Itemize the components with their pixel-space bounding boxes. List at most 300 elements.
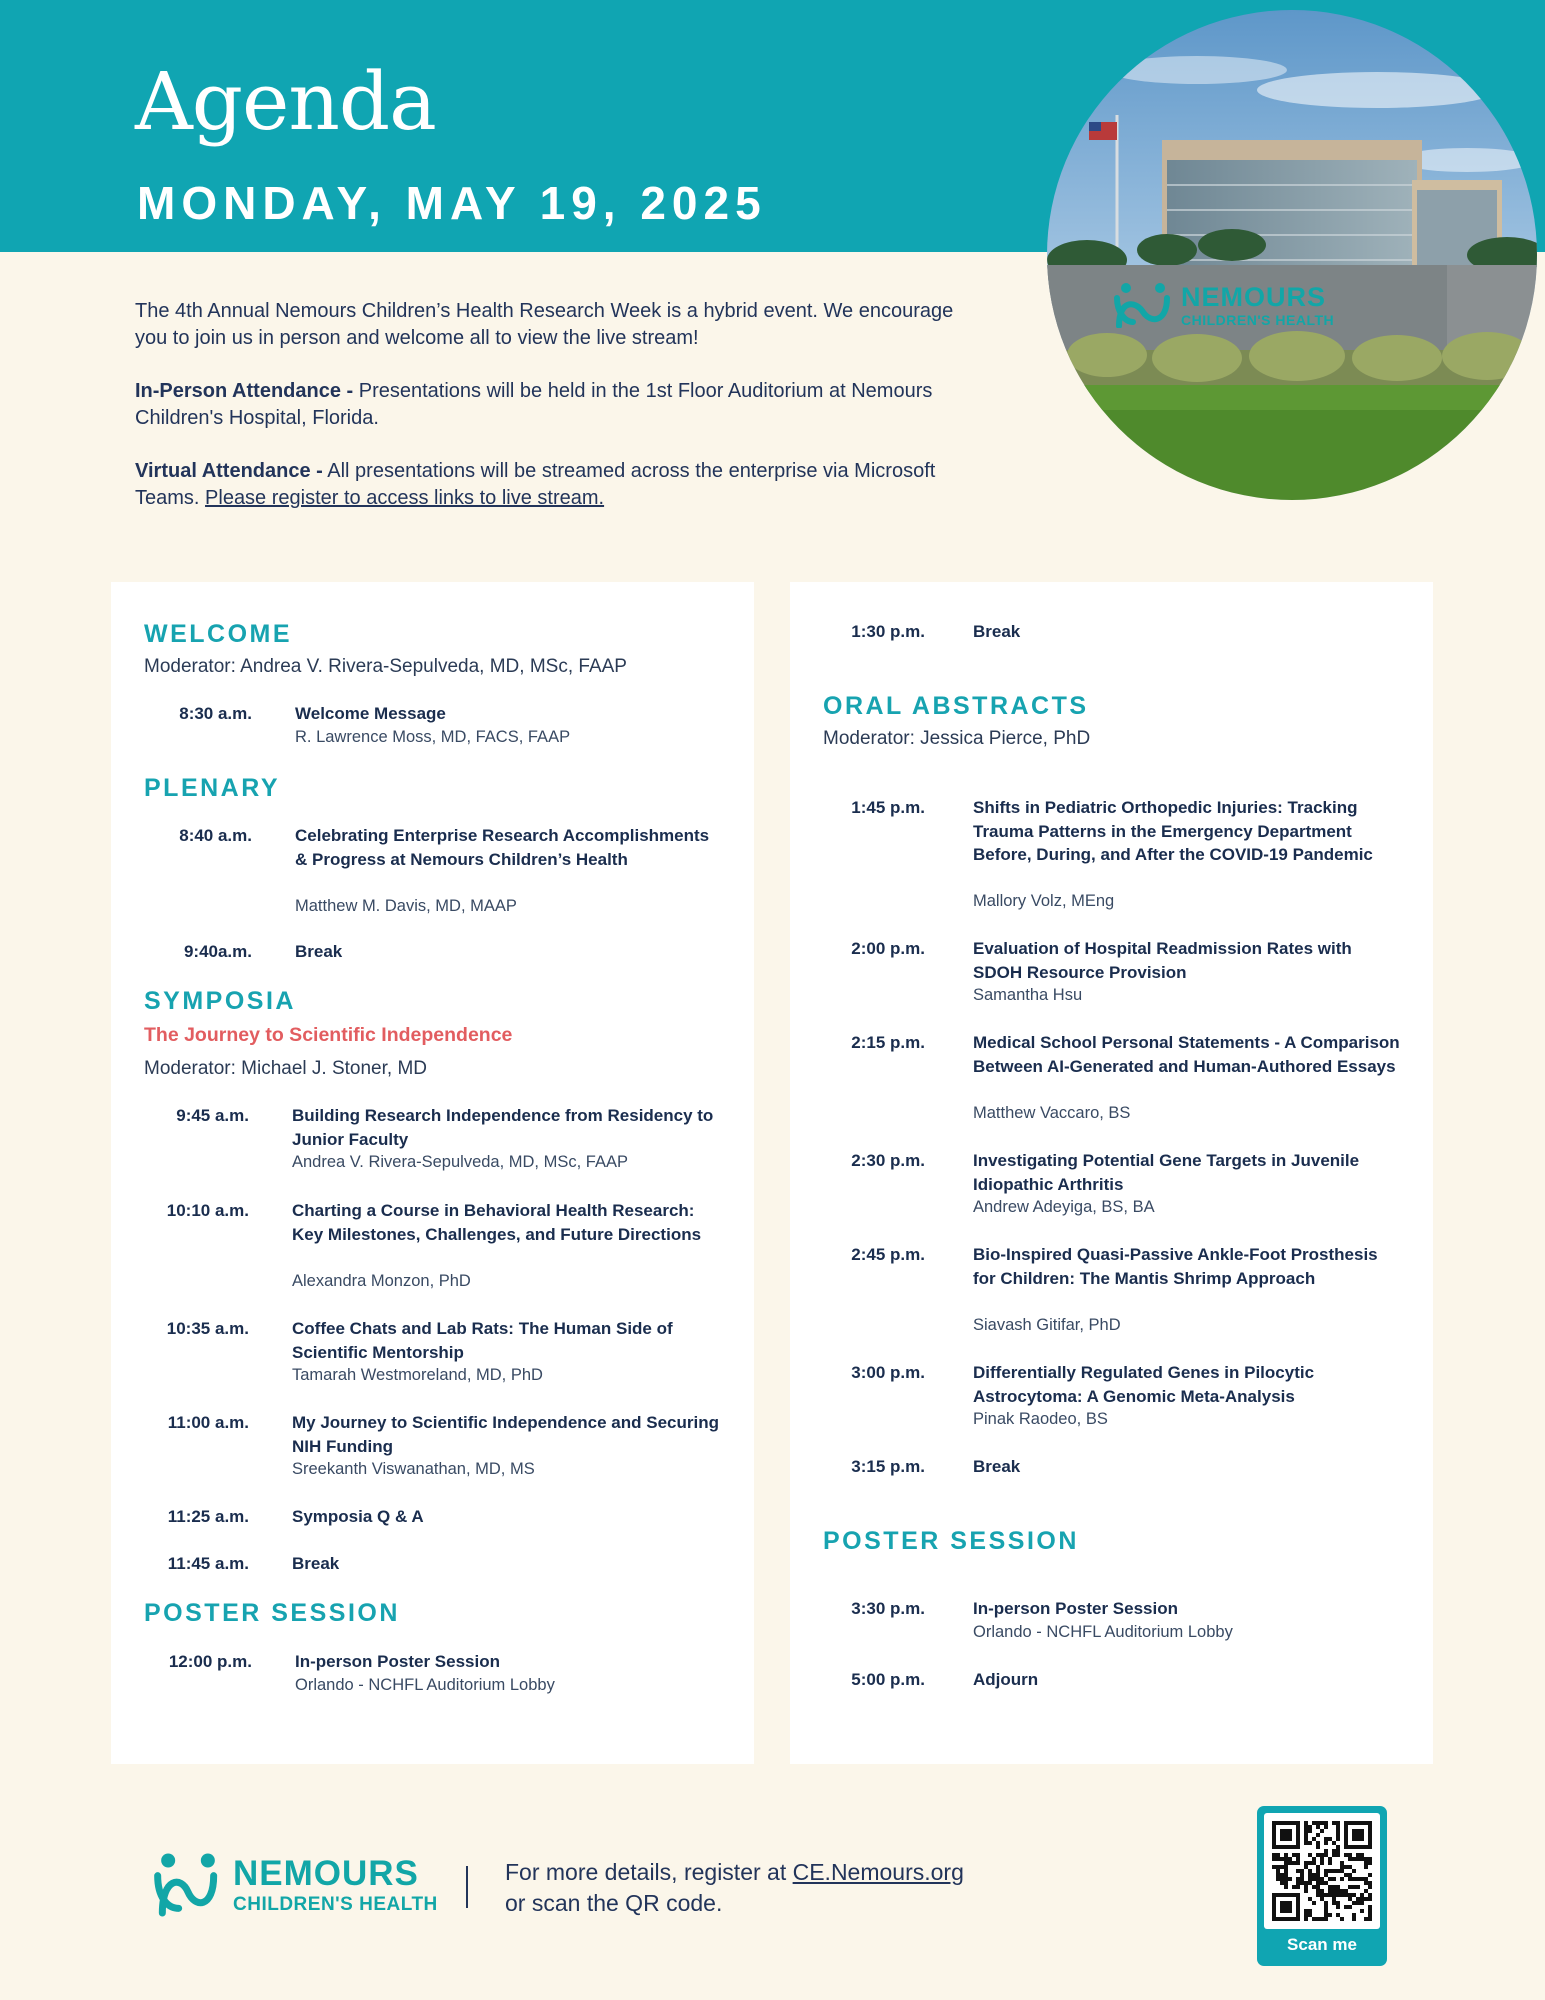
- item-time: 1:45 p.m.: [851, 798, 925, 817]
- sign-logo: [1113, 282, 1334, 328]
- qr-module: [1368, 1893, 1372, 1897]
- qr-module: [1276, 1853, 1280, 1857]
- qr-module: [1336, 1825, 1340, 1829]
- qr-module: [1316, 1885, 1320, 1889]
- qr-module: [1324, 1821, 1328, 1825]
- qr-module: [1344, 1893, 1348, 1897]
- qr-label: Scan me: [1287, 1935, 1357, 1954]
- qr-module: [1296, 1877, 1300, 1881]
- qr-module: [1304, 1885, 1308, 1889]
- qr-module: [1328, 1889, 1332, 1893]
- qr-module: [1328, 1885, 1332, 1889]
- item-speaker: Orlando - NCHFL Auditorium Lobby: [973, 1622, 1233, 1641]
- qr-module: [1348, 1897, 1352, 1901]
- qr-module: [1344, 1853, 1348, 1857]
- qr-module: [1304, 1889, 1308, 1893]
- section-heading-poster: POSTER SESSION: [144, 1599, 400, 1627]
- qr-module: [1356, 1853, 1360, 1857]
- qr-module: [1312, 1901, 1316, 1905]
- qr-module: [1316, 1889, 1320, 1893]
- item-time: 5:00 p.m.: [851, 1670, 925, 1689]
- qr-module: [1356, 1901, 1360, 1905]
- item-time: 2:00 p.m.: [851, 939, 925, 958]
- agenda-card-afternoon: [790, 582, 1433, 1764]
- item-time: 10:35 a.m.: [166, 1319, 249, 1338]
- item-title: Medical School Personal Statements - A Comparison Between AI-Generated and Human-Authored Essays: [973, 1033, 1400, 1076]
- qr-module: [1324, 1853, 1328, 1857]
- qr-module: [1352, 1877, 1356, 1881]
- qr-module: [1296, 1881, 1300, 1885]
- qr-module: [1332, 1849, 1336, 1853]
- item-speaker: Matthew Vaccaro, BS: [973, 1103, 1131, 1122]
- qr-module: [1296, 1885, 1300, 1889]
- in-person-label: In-Person Attendance -: [135, 380, 354, 402]
- qr-module: [1308, 1897, 1312, 1901]
- item-speaker: Samantha Hsu: [973, 986, 1083, 1004]
- qr-module: [1276, 1865, 1280, 1869]
- item-speaker: Alexandra Monzon, PhD: [292, 1271, 471, 1290]
- qr-module: [1300, 1877, 1304, 1881]
- qr-module: [1280, 1857, 1284, 1861]
- qr-module: [1304, 1861, 1308, 1865]
- sign-brand: NEMOURS: [1181, 281, 1327, 312]
- qr-module: [1300, 1869, 1304, 1873]
- qr-module: [1308, 1909, 1312, 1913]
- item-time: 8:40 a.m.: [179, 826, 252, 845]
- item-title: Investigating Potential Gene Targets in Juvenile Idiopathic Arthritis: [973, 1151, 1360, 1194]
- qr-module: [1352, 1869, 1356, 1873]
- in-person-paragraph: [135, 378, 975, 432]
- virtual-label: Virtual Attendance -: [135, 460, 323, 482]
- qr-module: [1272, 1865, 1276, 1869]
- event-date: MONDAY, MAY 19, 2025: [137, 177, 767, 229]
- qr-module: [1304, 1837, 1308, 1841]
- qr-module: [1324, 1881, 1328, 1885]
- hospital-photo: [1047, 10, 1537, 500]
- qr-module: [1364, 1881, 1368, 1885]
- item-speaker: R. Lawrence Moss, MD, FACS, FAAP: [295, 727, 571, 746]
- qr-module: [1300, 1873, 1304, 1877]
- qr-module: [1308, 1829, 1312, 1833]
- qr-module: [1320, 1857, 1324, 1861]
- section-heading-plenary: PLENARY: [144, 774, 281, 802]
- qr-module: [1336, 1821, 1340, 1825]
- qr-module: [1280, 1829, 1292, 1841]
- qr-module: [1328, 1869, 1332, 1873]
- qr-module: [1368, 1873, 1372, 1877]
- qr-module: [1304, 1913, 1308, 1917]
- qr-module: [1312, 1861, 1316, 1865]
- qr-module: [1364, 1865, 1368, 1869]
- qr-module: [1284, 1877, 1288, 1881]
- qr-module: [1368, 1857, 1372, 1861]
- moderator-symposia: Moderator: Michael J. Stoner, MD: [144, 1058, 427, 1079]
- qr-module: [1316, 1917, 1320, 1921]
- qr-module: [1284, 1873, 1288, 1877]
- qr-module: [1292, 1861, 1296, 1865]
- item-time: 12:00 p.m.: [168, 1652, 252, 1671]
- qr-module: [1336, 1853, 1340, 1857]
- qr-module: [1308, 1869, 1312, 1873]
- qr-module: [1308, 1825, 1312, 1829]
- qr-module: [1304, 1829, 1308, 1833]
- qr-module: [1312, 1885, 1316, 1889]
- qr-module: [1288, 1877, 1292, 1881]
- qr-module: [1336, 1837, 1340, 1841]
- qr-module: [1340, 1869, 1344, 1873]
- register-link[interactable]: Please register to access links to live stream.: [205, 487, 605, 509]
- qr-module: [1352, 1893, 1356, 1897]
- qr-module: [1368, 1897, 1372, 1901]
- qr-module: [1368, 1909, 1372, 1913]
- item-speaker: Orlando - NCHFL Auditorium Lobby: [295, 1675, 555, 1694]
- qr-module: [1320, 1893, 1324, 1897]
- sign-subbrand: CHILDREN'S HEALTH: [1181, 311, 1335, 328]
- qr-module: [1340, 1865, 1344, 1869]
- qr-module: [1280, 1877, 1284, 1881]
- item-title: My Journey to Scientific Independence and Securing NIH Funding: [292, 1413, 719, 1456]
- qr-module: [1304, 1881, 1308, 1885]
- qr-module: [1344, 1873, 1348, 1877]
- qr-module: [1352, 1829, 1364, 1841]
- qr-code-icon: [1264, 1813, 1380, 1929]
- qr-module: [1340, 1861, 1344, 1865]
- qr-module: [1324, 1869, 1328, 1873]
- qr-module: [1332, 1893, 1336, 1897]
- qr-module: [1304, 1841, 1308, 1845]
- qr-code-box[interactable]: [1257, 1806, 1387, 1966]
- qr-module: [1276, 1873, 1280, 1877]
- item-time: 9:45 a.m.: [176, 1106, 249, 1125]
- item-time: 8:30 a.m.: [179, 704, 252, 723]
- qr-module: [1308, 1861, 1312, 1865]
- qr-module: [1308, 1841, 1312, 1845]
- qr-module: [1364, 1877, 1368, 1881]
- intro: [135, 298, 975, 538]
- qr-module: [1292, 1853, 1296, 1857]
- qr-module: [1308, 1881, 1312, 1885]
- qr-module: [1356, 1877, 1360, 1881]
- qr-module: [1292, 1885, 1296, 1889]
- footer-text-before: For more details, register at: [505, 1859, 793, 1885]
- qr-module: [1348, 1885, 1352, 1889]
- qr-module: [1272, 1857, 1276, 1861]
- qr-module: [1316, 1873, 1320, 1877]
- qr-module: [1328, 1877, 1332, 1881]
- qr-module: [1368, 1905, 1372, 1909]
- qr-module: [1360, 1893, 1364, 1897]
- item-title: Welcome Message: [295, 704, 446, 723]
- qr-module: [1336, 1829, 1340, 1833]
- item-title: In-person Poster Session: [295, 1652, 500, 1671]
- item-speaker: Pinak Raodeo, BS: [973, 1410, 1108, 1428]
- symposia-subtitle: The Journey to Scientific Independence: [144, 1024, 513, 1046]
- footer-logo: [153, 1852, 438, 1918]
- qr-module: [1316, 1841, 1320, 1845]
- qr-module: [1352, 1885, 1356, 1889]
- qr-module: [1328, 1893, 1332, 1897]
- ce-nemours-link[interactable]: CE.Nemours.org: [792, 1859, 964, 1885]
- qr-module: [1316, 1893, 1320, 1897]
- qr-module: [1284, 1861, 1288, 1865]
- item-speaker: Andrea V. Rivera-Sepulveda, MD, MSc, FAAP: [292, 1153, 628, 1171]
- qr-module: [1320, 1889, 1324, 1893]
- footer-divider: [466, 1866, 468, 1908]
- page-title: Agenda: [135, 55, 436, 148]
- qr-module: [1332, 1901, 1336, 1905]
- qr-module: [1368, 1885, 1372, 1889]
- item-speaker: Tamarah Westmoreland, MD, PhD: [292, 1366, 543, 1384]
- item-title: In-person Poster Session: [973, 1599, 1178, 1618]
- qr-module: [1280, 1881, 1284, 1885]
- qr-module: [1312, 1857, 1316, 1861]
- qr-module: [1288, 1861, 1292, 1865]
- qr-module: [1280, 1873, 1284, 1877]
- qr-module: [1296, 1869, 1300, 1873]
- qr-module: [1352, 1917, 1356, 1921]
- qr-module: [1324, 1901, 1328, 1905]
- qr-module: [1336, 1845, 1340, 1849]
- qr-module: [1316, 1877, 1320, 1881]
- qr-module: [1316, 1865, 1320, 1869]
- qr-module: [1364, 1917, 1368, 1921]
- qr-module: [1284, 1869, 1288, 1873]
- qr-module: [1320, 1881, 1324, 1885]
- qr-module: [1284, 1865, 1288, 1869]
- footer-text: [505, 1857, 964, 1919]
- qr-module: [1284, 1881, 1288, 1885]
- qr-module: [1344, 1865, 1348, 1869]
- item-time: 9:40a.m.: [183, 942, 252, 961]
- item-time: 11:00 a.m.: [167, 1413, 249, 1432]
- qr-module: [1360, 1853, 1364, 1857]
- qr-module: [1340, 1877, 1344, 1881]
- item-title: Shifts in Pediatric Orthopedic Injuries: Tracking Trauma Patterns in the Emergency Department Before, During, and After the COVID-19 Pandemic: [973, 798, 1373, 864]
- qr-module: [1332, 1889, 1336, 1893]
- qr-module: [1340, 1917, 1344, 1921]
- qr-module: [1348, 1877, 1352, 1881]
- qr-module: [1284, 1885, 1288, 1889]
- virtual-text: All presentations will be streamed across the enterprise via Microsoft Teams.: [135, 460, 936, 509]
- item-title: Differentially Regulated Genes in Pilocytic Astrocytoma: A Genomic Meta-Analysis: [973, 1363, 1315, 1406]
- item-title: Charting a Course in Behavioral Health Research: Key Milestones, Challenges, and Future Directions: [292, 1201, 702, 1244]
- qr-module: [1360, 1857, 1364, 1861]
- qr-module: [1364, 1889, 1368, 1893]
- qr-module: [1320, 1897, 1324, 1901]
- nemours-mark-icon: [153, 1852, 223, 1918]
- qr-module: [1320, 1829, 1324, 1833]
- qr-module: [1280, 1901, 1292, 1913]
- qr-module: [1316, 1869, 1320, 1873]
- item-title: Building Research Independence from Residency to Junior Faculty: [292, 1106, 714, 1149]
- qr-module: [1308, 1873, 1312, 1877]
- qr-module: [1304, 1917, 1308, 1921]
- item-speaker: Siavash Gitifar, PhD: [973, 1315, 1121, 1334]
- qr-module: [1316, 1845, 1320, 1849]
- qr-module: [1324, 1849, 1328, 1853]
- qr-module: [1276, 1869, 1280, 1873]
- qr-module: [1276, 1877, 1280, 1881]
- qr-module: [1312, 1837, 1316, 1841]
- qr-module: [1320, 1821, 1324, 1825]
- qr-module: [1288, 1857, 1292, 1861]
- qr-module: [1316, 1881, 1320, 1885]
- qr-module: [1284, 1853, 1288, 1857]
- qr-module: [1356, 1857, 1360, 1861]
- qr-module: [1348, 1857, 1352, 1861]
- qr-module: [1368, 1881, 1372, 1885]
- qr-module: [1316, 1853, 1320, 1857]
- item-time: 1:30 p.m.: [851, 622, 925, 641]
- qr-module: [1320, 1877, 1324, 1881]
- qr-module: [1312, 1917, 1316, 1921]
- qr-module: [1368, 1917, 1372, 1921]
- qr-module: [1336, 1893, 1340, 1897]
- qr-module: [1336, 1889, 1340, 1893]
- section-heading-oral: ORAL ABSTRACTS: [823, 692, 1089, 720]
- qr-module: [1336, 1849, 1340, 1853]
- qr-module: [1336, 1905, 1340, 1909]
- footer-brand: NEMOURS: [233, 1854, 419, 1893]
- section-heading-welcome: WELCOME: [144, 620, 293, 648]
- qr-module: [1332, 1885, 1336, 1889]
- qr-module: [1368, 1861, 1372, 1865]
- qr-module: [1348, 1865, 1352, 1869]
- qr-module: [1344, 1889, 1348, 1893]
- qr-module: [1356, 1885, 1360, 1889]
- qr-module: [1356, 1897, 1360, 1901]
- qr-module: [1344, 1905, 1348, 1909]
- item-speaker: Sreekanth Viswanathan, MD, MS: [292, 1460, 535, 1478]
- item-time: 2:45 p.m.: [851, 1245, 925, 1264]
- qr-module: [1336, 1901, 1340, 1905]
- qr-module: [1324, 1841, 1328, 1845]
- section-heading-poster-pm: POSTER SESSION: [823, 1527, 1079, 1555]
- qr-module: [1300, 1881, 1304, 1885]
- qr-module: [1332, 1869, 1336, 1873]
- item-time: 2:15 p.m.: [851, 1033, 925, 1052]
- qr-module: [1304, 1909, 1308, 1913]
- item-speaker: Andrew Adeyiga, BS, BA: [973, 1198, 1155, 1216]
- item-title: Evaluation of Hospital Readmission Rates with SDOH Resource Provision: [973, 939, 1352, 982]
- qr-module: [1324, 1825, 1328, 1829]
- qr-module: [1304, 1825, 1308, 1829]
- item-title: Coffee Chats and Lab Rats: The Human Side of Scientific Mentorship: [292, 1319, 673, 1362]
- qr-module: [1316, 1833, 1320, 1837]
- qr-module: [1332, 1841, 1336, 1845]
- section-heading-symposia: SYMPOSIA: [144, 987, 296, 1015]
- qr-module: [1364, 1857, 1368, 1861]
- virtual-paragraph: [135, 458, 975, 512]
- qr-module: [1312, 1821, 1316, 1825]
- qr-module: [1328, 1913, 1332, 1917]
- qr-module: [1360, 1901, 1364, 1905]
- qr-module: [1304, 1865, 1308, 1869]
- qr-module: [1328, 1857, 1332, 1861]
- qr-module: [1324, 1909, 1328, 1913]
- qr-module: [1324, 1905, 1328, 1909]
- item-time: 10:10 a.m.: [166, 1201, 249, 1220]
- item-title: Adjourn: [973, 1670, 1039, 1689]
- item-time: 11:45 a.m.: [167, 1554, 249, 1573]
- qr-module: [1360, 1909, 1364, 1913]
- qr-code[interactable]: [1264, 1813, 1380, 1929]
- item-title: Bio-Inspired Quasi-Passive Ankle-Foot Prosthesis for Children: The Mantis Shrimp Approach: [973, 1245, 1378, 1288]
- item-time: 3:30 p.m.: [851, 1599, 925, 1618]
- qr-module: [1336, 1913, 1340, 1917]
- qr-module: [1296, 1853, 1300, 1857]
- qr-module: [1340, 1893, 1344, 1897]
- qr-module: [1320, 1861, 1324, 1865]
- qr-module: [1364, 1897, 1368, 1901]
- qr-module: [1328, 1861, 1332, 1865]
- qr-module: [1272, 1853, 1276, 1857]
- qr-module: [1316, 1825, 1320, 1829]
- qr-module: [1348, 1873, 1352, 1877]
- qr-module: [1296, 1861, 1300, 1865]
- item-title: Break: [973, 622, 1021, 641]
- qr-module: [1332, 1897, 1336, 1901]
- moderator-oral: Moderator: Jessica Pierce, PhD: [823, 728, 1091, 749]
- qr-module: [1324, 1893, 1328, 1897]
- qr-module: [1360, 1877, 1364, 1881]
- qr-module: [1324, 1917, 1328, 1921]
- qr-module: [1308, 1877, 1312, 1881]
- qr-module: [1348, 1893, 1352, 1897]
- qr-module: [1284, 1857, 1288, 1861]
- agenda-card-morning: [111, 582, 754, 1764]
- footer-brand-sub: CHILDREN'S HEALTH: [233, 1894, 438, 1915]
- qr-module: [1312, 1877, 1316, 1881]
- in-person-text: Presentations will be held in the 1st Floor Auditorium at Nemours Children's Hospital, Florida.: [135, 380, 933, 429]
- item-time: 2:30 p.m.: [851, 1151, 925, 1170]
- qr-module: [1336, 1869, 1340, 1873]
- nemours-mark-icon: [1113, 282, 1173, 328]
- qr-module: [1360, 1897, 1364, 1901]
- item-speaker: Mallory Volz, MEng: [973, 892, 1115, 910]
- qr-module: [1340, 1889, 1344, 1893]
- item-title: Celebrating Enterprise Research Accomplishments & Progress at Nemours Children’s Health: [295, 826, 710, 869]
- qr-module: [1332, 1821, 1336, 1825]
- item-time: 11:25 a.m.: [167, 1507, 249, 1526]
- qr-module: [1364, 1861, 1368, 1865]
- item-title: Break: [292, 1554, 340, 1573]
- item-time: 3:15 p.m.: [851, 1457, 925, 1476]
- qr-module: [1352, 1901, 1356, 1905]
- qr-module: [1320, 1853, 1324, 1857]
- qr-module: [1296, 1857, 1300, 1861]
- qr-module: [1308, 1853, 1312, 1857]
- qr-module: [1276, 1857, 1280, 1861]
- footer-text-after: or scan the QR code.: [505, 1890, 723, 1916]
- qr-module: [1308, 1913, 1312, 1917]
- qr-module: [1348, 1905, 1352, 1909]
- intro-paragraph: The 4th Annual Nemours Children’s Health Research Week is a hybrid event. We encourage you to join us in person and welcome all to view the live stream!: [135, 300, 954, 349]
- qr-module: [1368, 1913, 1372, 1917]
- qr-module: [1336, 1833, 1340, 1837]
- item-speaker: Matthew M. Davis, MD, MAAP: [295, 896, 517, 915]
- qr-module: [1332, 1877, 1336, 1881]
- qr-module: [1324, 1873, 1328, 1877]
- qr-module: [1336, 1885, 1340, 1889]
- qr-module: [1352, 1857, 1356, 1861]
- qr-module: [1320, 1917, 1324, 1921]
- qr-module: [1332, 1853, 1336, 1857]
- moderator-welcome: Moderator: Andrea V. Rivera-Sepulveda, MD, MSc, FAAP: [144, 656, 627, 677]
- item-title: Break: [295, 942, 343, 961]
- qr-module: [1348, 1853, 1352, 1857]
- qr-module: [1304, 1821, 1308, 1825]
